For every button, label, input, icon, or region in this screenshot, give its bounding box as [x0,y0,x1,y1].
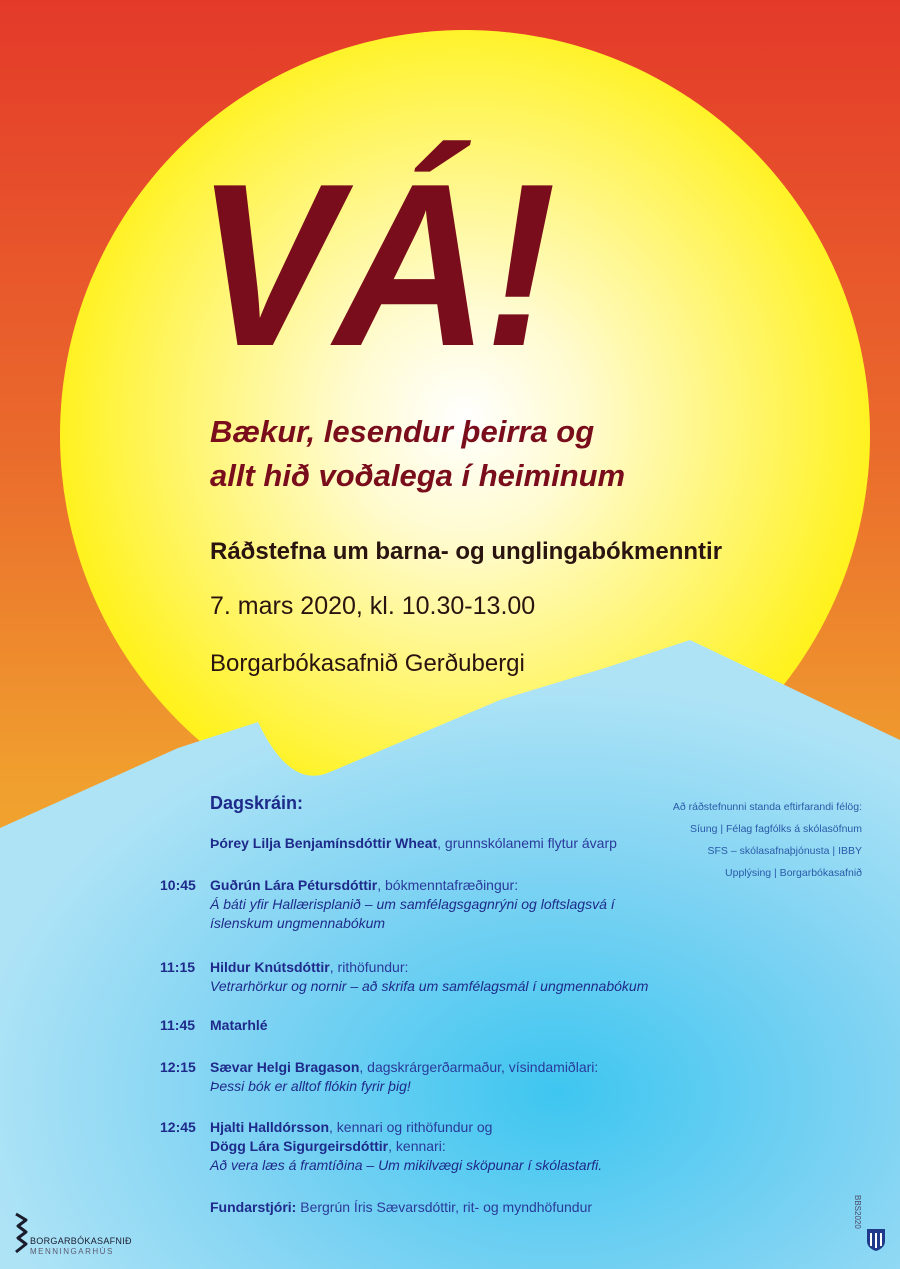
program-time: 12:15 [160,1059,196,1075]
speaker-name: Hjalti Halldórsson [210,1119,330,1135]
event-venue: Borgarbókasafnið Gerðubergi [210,650,525,677]
program-time: 11:15 [160,959,196,975]
break-label: Matarhlé [210,1017,268,1033]
program-heading: Dagskráin: [210,793,304,813]
chair-role: rit- og myndhöfundur [458,1199,593,1215]
subtitle [210,410,810,498]
speaker-name: Sævar Helgi Bragason [210,1059,360,1075]
organizer-line: Upplýsing | Borgarbókasafnið [725,867,862,879]
program-time: 11:45 [160,1017,196,1033]
program-time: 12:45 [160,1119,196,1135]
poster-title: VÁ! [196,136,553,395]
speaker-name: Dögg Lára Sigurgeirsdóttir [210,1138,389,1154]
organizer-line: SFS – skólasafnaþjónusta | IBBY [707,845,862,857]
speaker-name: Þórey Lilja Benjamínsdóttir Wheat [210,835,438,851]
organizers [673,796,862,884]
event-date: 7. mars 2020, kl. 10.30-13.00 [210,592,536,620]
speaker-name: Hildur Knútsdóttir [210,959,330,975]
logo-text: BORGARBÓKASAFNIÐ [30,1236,132,1246]
subtitle-line-1: Bækur, lesendur þeirra og [210,414,595,449]
speaker-name: Guðrún Lára Pétursdóttir [210,877,378,893]
program-time: 10:45 [160,877,196,893]
organizers-intro: Að ráðstefnunni standa eftirfarandi félög: [672,801,862,813]
chair-name: Bergrún Íris Sævarsdóttir, [296,1199,459,1215]
talk-title: Þessi bók er alltof flókin fyrir þig! [210,1078,411,1094]
chair-label: Fundarstjóri: [210,1199,297,1215]
logo-subtext: MENNINGARHÚS [30,1247,114,1256]
poster-code: BBS2020 [853,1195,862,1229]
reykjavik-shield-icon [866,1228,886,1252]
talk-title: Vetrarhörkur og nornir – að skrifa um samfélagsmál í ungmennabókum [210,978,649,994]
subtitle-line-2: allt hið voðalega í heiminum [210,458,626,493]
library-logo-icon [14,1212,30,1254]
conference-name: Ráðstefna um barna- og unglingabókmenntir [210,538,723,565]
talk-title: Á báti yfir Hallærisplanið – um samfélagsgagnrýni og loftslagsvá í íslenskum ungmennabókum [210,896,615,931]
talk-title: Að vera læs á framtíðina – Um mikilvægi sköpunar í skólastarfi. [210,1157,603,1173]
speaker-role: , grunnskólanemi flytur ávarp [437,835,617,851]
speaker-role: , kennari: [388,1138,446,1154]
speaker-role: , dagskrárgerðarmaður, vísindamiðlari: [359,1059,599,1075]
speaker-role: , rithöfundur: [329,959,409,975]
organizer-line: Síung | Félag fagfólks á skólasöfnum [690,823,862,835]
speaker-role: , bókmenntafræðingur: [377,877,519,893]
speaker-role: , kennari og rithöfundur og [329,1119,493,1135]
